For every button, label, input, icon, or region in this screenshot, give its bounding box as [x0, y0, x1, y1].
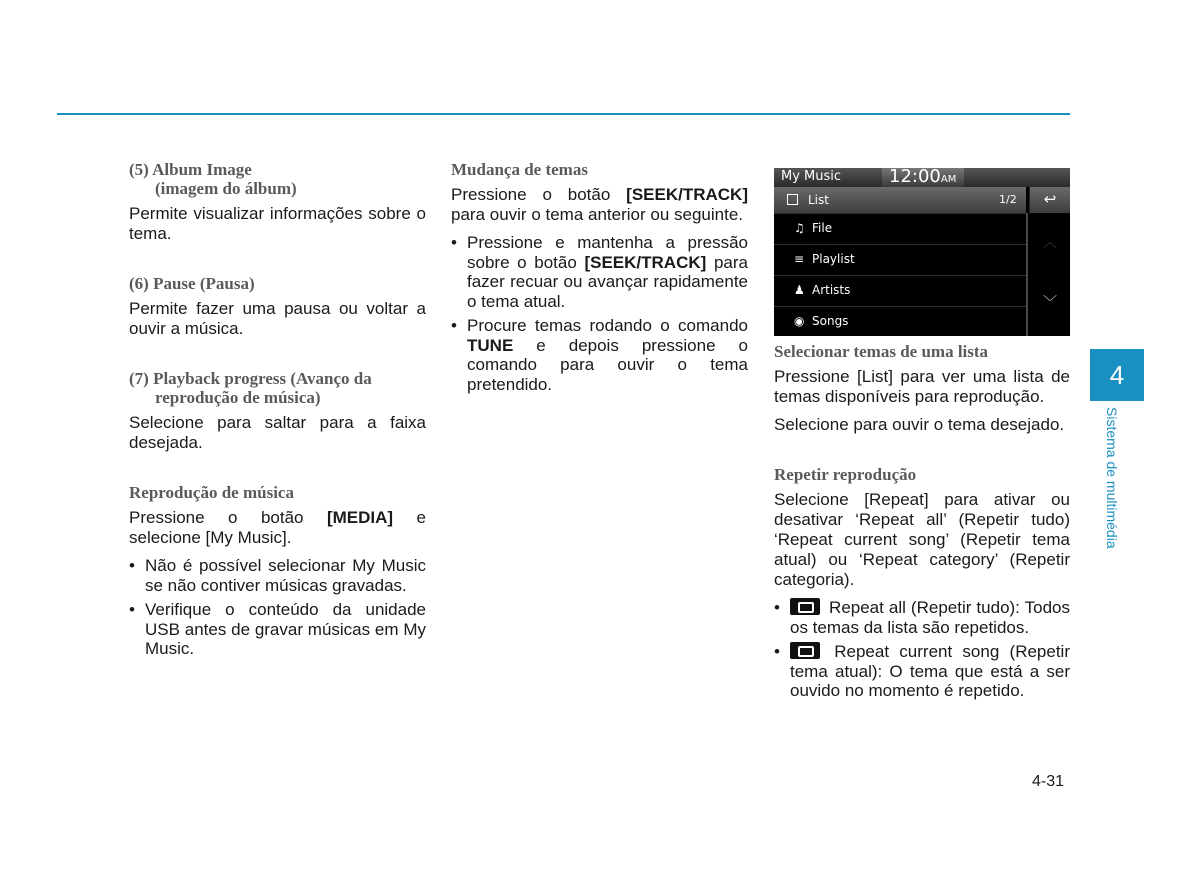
paragraph-list: Pressione [List] para ver uma lista de temas disponíveis para reprodução.	[774, 367, 1070, 406]
my-music-screen	[774, 168, 1070, 336]
repeat-all-icon	[790, 598, 820, 615]
column-2	[451, 160, 748, 404]
list-item: • Não é possível selecionar My Music se não contiver músicas gravadas.	[129, 556, 426, 595]
heading-repeat: Repetir reprodução	[774, 465, 917, 484]
paragraph-select: Selecione para ouvir o tema desejado.	[774, 415, 1065, 434]
list-item: • Procure temas rodando o comando TUNE e depois pressione o comando para ouvir o tema pretendido.	[451, 316, 748, 394]
heading-music-playback: Reprodução de música	[129, 483, 294, 502]
repeat-one-icon	[790, 642, 820, 659]
paragraph-album-image: Permite visualizar informações sobre o tema.	[129, 204, 426, 243]
heading-select-from-list: Selecionar temas de uma lista	[774, 342, 989, 361]
scroll-up-button[interactable]: ︿	[1043, 235, 1057, 251]
heading-line: (5) Album Image	[129, 160, 252, 179]
heading-pause: (6) Pause (Pausa)	[129, 274, 255, 293]
chapter-title: Sistema de multimédia	[1104, 407, 1120, 549]
paragraph-pause: Permite fazer uma pausa ou voltar a ouvir a música.	[129, 299, 426, 338]
page-number: 4-31	[1032, 773, 1065, 790]
heading-line: reprodução de música)	[155, 388, 321, 407]
column-1	[129, 160, 426, 669]
heading-playback-progress	[129, 369, 426, 407]
menu-item-songs[interactable]	[774, 306, 1026, 336]
playlist-icon: ≡	[794, 252, 805, 266]
scroll-separator	[1026, 213, 1028, 336]
music-note-icon: ♫	[794, 221, 805, 235]
disc-icon: ◉	[794, 314, 805, 328]
heading-line: (7) Playback progress (Avanço da	[129, 369, 372, 388]
screen-title: My Music	[781, 169, 842, 184]
top-rule	[57, 113, 1070, 115]
menu-item-label: File	[812, 221, 833, 235]
page-indicator: 1/2	[999, 193, 1017, 206]
menu-item-file[interactable]	[774, 213, 1026, 244]
menu-item-label: Playlist	[812, 252, 855, 266]
bullet-list	[451, 233, 748, 394]
list-item: • Repeat all (Repetir tudo): Todos os temas da lista são repetidos.	[774, 598, 1070, 637]
menu-item-artists[interactable]	[774, 275, 1026, 306]
paragraph-playback-progress: Selecione para saltar para a faixa desejada.	[129, 413, 426, 452]
list-item: • Repeat current song (Repetir tema atual): O tema que está a ser ouvido no momento é repetido.	[774, 642, 1070, 700]
menu-item-playlist[interactable]	[774, 244, 1026, 275]
chapter-tab: 4	[1090, 349, 1144, 401]
list-item: • Verifique o conteúdo da unidade USB antes de gravar músicas em My Music.	[129, 600, 426, 658]
person-icon: ♟	[794, 283, 805, 297]
paragraph-music-playback: Pressione o botão [MEDIA] e selecione [My Music].	[129, 508, 426, 547]
clock: 12:00AM	[889, 168, 957, 187]
heading-line: (imagem do álbum)	[155, 179, 297, 198]
paragraph-track-change: Pressione o botão [SEEK/TRACK] para ouvir o tema anterior ou seguinte.	[451, 185, 748, 224]
menu-item-label: Artists	[812, 283, 851, 297]
heading-track-change: Mudança de temas	[451, 160, 588, 179]
list-item: • Pressione e mantenha a pressão sobre o botão [SEEK/TRACK] para fazer recuar ou avançar rapidamente o tema atual.	[451, 233, 748, 311]
bullet-list	[774, 598, 1070, 701]
paragraph-repeat: Selecione [Repeat] para ativar ou desativar ‘Repeat all’ (Repetir tudo) ‘Repeat current song’ (Repetir tema atual) ou ‘Repeat category’ (Repetir categoria).	[774, 490, 1070, 589]
column-3	[774, 160, 1070, 711]
heading-album-image	[129, 160, 426, 198]
menu-item-label: Songs	[812, 314, 849, 328]
list-label: List	[808, 193, 829, 207]
scroll-down-button[interactable]: ﹀	[1043, 295, 1057, 311]
list-icon	[787, 194, 798, 205]
bullet-list	[129, 556, 426, 659]
back-button[interactable]: ↩	[1029, 187, 1070, 213]
